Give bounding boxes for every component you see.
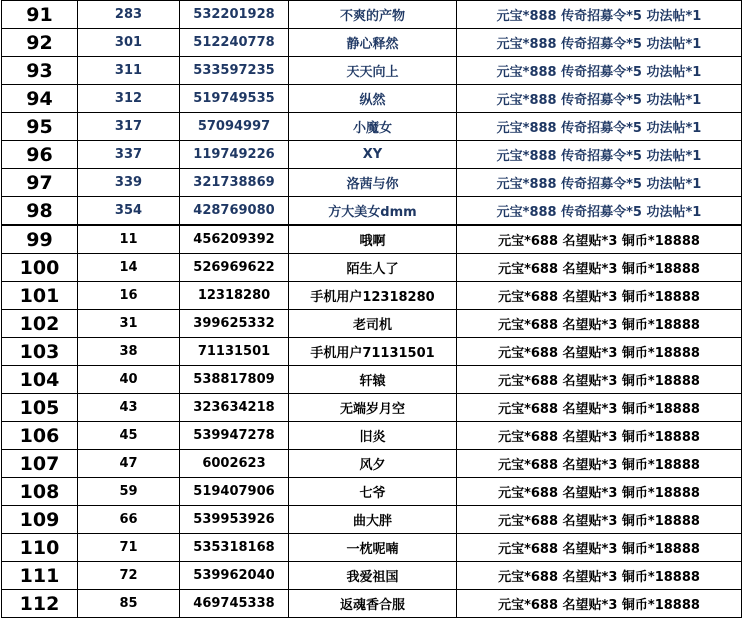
rank-cell: 95 — [2, 113, 78, 141]
number-cell: 311 — [78, 57, 180, 85]
player-name-cell: 一枕呢喃 — [289, 534, 457, 562]
table-row — [2, 1, 742, 29]
ranking-table — [1, 0, 742, 618]
player-name-cell: 手机用户71131501 — [289, 338, 457, 366]
table-row — [2, 197, 742, 226]
player-name-cell: 我爱祖国 — [289, 562, 457, 590]
rank-cell: 93 — [2, 57, 78, 85]
reward-cell: 元宝*688 名望贴*3 铜币*18888 — [457, 394, 742, 422]
table-row — [2, 225, 742, 254]
table-row — [2, 310, 742, 338]
table-row — [2, 534, 742, 562]
number-cell: 72 — [78, 562, 180, 590]
rank-cell: 92 — [2, 29, 78, 57]
reward-cell: 元宝*688 名望贴*3 铜币*18888 — [457, 450, 742, 478]
number-cell: 16 — [78, 282, 180, 310]
rank-cell: 97 — [2, 169, 78, 197]
number-cell: 337 — [78, 141, 180, 169]
reward-cell: 元宝*688 名望贴*3 铜币*18888 — [457, 478, 742, 506]
player-name-cell: 方大美女dmm — [289, 197, 457, 226]
table-row — [2, 366, 742, 394]
rank-cell: 112 — [2, 590, 78, 618]
reward-cell: 元宝*688 名望贴*3 铜币*18888 — [457, 254, 742, 282]
rank-cell: 110 — [2, 534, 78, 562]
reward-cell: 元宝*688 名望贴*3 铜币*18888 — [457, 366, 742, 394]
reward-cell: 元宝*888 传奇招募令*5 功法帖*1 — [457, 113, 742, 141]
table-row — [2, 422, 742, 450]
rank-cell: 94 — [2, 85, 78, 113]
player-name-cell: 天天向上 — [289, 57, 457, 85]
rank-cell: 99 — [2, 225, 78, 254]
reward-cell: 元宝*888 传奇招募令*5 功法帖*1 — [457, 29, 742, 57]
reward-cell: 元宝*888 传奇招募令*5 功法帖*1 — [457, 141, 742, 169]
table-row — [2, 562, 742, 590]
user-id-cell: 533597235 — [180, 57, 289, 85]
user-id-cell: 456209392 — [180, 225, 289, 254]
user-id-cell: 532201928 — [180, 1, 289, 29]
reward-cell: 元宝*688 名望贴*3 铜币*18888 — [457, 590, 742, 618]
reward-cell: 元宝*888 传奇招募令*5 功法帖*1 — [457, 197, 742, 226]
reward-cell: 元宝*888 传奇招募令*5 功法帖*1 — [457, 85, 742, 113]
reward-cell: 元宝*888 传奇招募令*5 功法帖*1 — [457, 169, 742, 197]
user-id-cell: 526969622 — [180, 254, 289, 282]
number-cell: 85 — [78, 590, 180, 618]
user-id-cell: 469745338 — [180, 590, 289, 618]
number-cell: 47 — [78, 450, 180, 478]
rank-cell: 98 — [2, 197, 78, 226]
reward-cell: 元宝*688 名望贴*3 铜币*18888 — [457, 506, 742, 534]
number-cell: 283 — [78, 1, 180, 29]
rank-cell: 109 — [2, 506, 78, 534]
player-name-cell: XY — [289, 141, 457, 169]
user-id-cell: 512240778 — [180, 29, 289, 57]
number-cell: 43 — [78, 394, 180, 422]
table-body — [2, 1, 742, 618]
player-name-cell: 陌生人了 — [289, 254, 457, 282]
reward-cell: 元宝*688 名望贴*3 铜币*18888 — [457, 534, 742, 562]
player-name-cell: 洛茜与你 — [289, 169, 457, 197]
rank-cell: 101 — [2, 282, 78, 310]
table-row — [2, 506, 742, 534]
player-name-cell: 老司机 — [289, 310, 457, 338]
player-name-cell: 纵然 — [289, 85, 457, 113]
user-id-cell: 428769080 — [180, 197, 289, 226]
rank-cell: 106 — [2, 422, 78, 450]
table-row — [2, 254, 742, 282]
number-cell: 31 — [78, 310, 180, 338]
table-row — [2, 85, 742, 113]
number-cell: 59 — [78, 478, 180, 506]
number-cell: 45 — [78, 422, 180, 450]
number-cell: 312 — [78, 85, 180, 113]
player-name-cell: 哦啊 — [289, 225, 457, 254]
table-row — [2, 450, 742, 478]
user-id-cell: 119749226 — [180, 141, 289, 169]
number-cell: 317 — [78, 113, 180, 141]
player-name-cell: 手机用户12318280 — [289, 282, 457, 310]
number-cell: 354 — [78, 197, 180, 226]
user-id-cell: 57094997 — [180, 113, 289, 141]
table-row — [2, 590, 742, 618]
player-name-cell: 返魂香合服 — [289, 590, 457, 618]
user-id-cell: 6002623 — [180, 450, 289, 478]
player-name-cell: 旧炎 — [289, 422, 457, 450]
user-id-cell: 71131501 — [180, 338, 289, 366]
number-cell: 339 — [78, 169, 180, 197]
reward-cell: 元宝*688 名望贴*3 铜币*18888 — [457, 310, 742, 338]
user-id-cell: 519749535 — [180, 85, 289, 113]
rank-cell: 107 — [2, 450, 78, 478]
user-id-cell: 519407906 — [180, 478, 289, 506]
table-row — [2, 141, 742, 169]
number-cell: 71 — [78, 534, 180, 562]
player-name-cell: 静心释然 — [289, 29, 457, 57]
reward-cell: 元宝*688 名望贴*3 铜币*18888 — [457, 282, 742, 310]
player-name-cell: 小魔女 — [289, 113, 457, 141]
rank-cell: 91 — [2, 1, 78, 29]
rank-cell: 111 — [2, 562, 78, 590]
player-name-cell: 轩辕 — [289, 366, 457, 394]
number-cell: 301 — [78, 29, 180, 57]
reward-cell: 元宝*688 名望贴*3 铜币*18888 — [457, 225, 742, 254]
reward-cell: 元宝*688 名望贴*3 铜币*18888 — [457, 422, 742, 450]
user-id-cell: 538817809 — [180, 366, 289, 394]
user-id-cell: 321738869 — [180, 169, 289, 197]
rank-cell: 108 — [2, 478, 78, 506]
reward-cell: 元宝*888 传奇招募令*5 功法帖*1 — [457, 1, 742, 29]
rank-cell: 103 — [2, 338, 78, 366]
player-name-cell: 无端岁月空 — [289, 394, 457, 422]
player-name-cell: 七爷 — [289, 478, 457, 506]
reward-cell: 元宝*888 传奇招募令*5 功法帖*1 — [457, 57, 742, 85]
table-row — [2, 57, 742, 85]
rank-cell: 102 — [2, 310, 78, 338]
table-row — [2, 478, 742, 506]
reward-cell: 元宝*688 名望贴*3 铜币*18888 — [457, 338, 742, 366]
table-row — [2, 282, 742, 310]
player-name-cell: 曲大胖 — [289, 506, 457, 534]
table-row — [2, 394, 742, 422]
number-cell: 40 — [78, 366, 180, 394]
table-row — [2, 338, 742, 366]
table-row — [2, 169, 742, 197]
rank-cell: 104 — [2, 366, 78, 394]
table-row — [2, 113, 742, 141]
player-name-cell: 不爽的产物 — [289, 1, 457, 29]
user-id-cell: 539953926 — [180, 506, 289, 534]
user-id-cell: 535318168 — [180, 534, 289, 562]
rank-cell: 96 — [2, 141, 78, 169]
number-cell: 66 — [78, 506, 180, 534]
user-id-cell: 539962040 — [180, 562, 289, 590]
number-cell: 14 — [78, 254, 180, 282]
user-id-cell: 12318280 — [180, 282, 289, 310]
table-row — [2, 29, 742, 57]
number-cell: 11 — [78, 225, 180, 254]
user-id-cell: 399625332 — [180, 310, 289, 338]
player-name-cell: 风夕 — [289, 450, 457, 478]
number-cell: 38 — [78, 338, 180, 366]
user-id-cell: 323634218 — [180, 394, 289, 422]
rank-cell: 100 — [2, 254, 78, 282]
reward-cell: 元宝*688 名望贴*3 铜币*18888 — [457, 562, 742, 590]
user-id-cell: 539947278 — [180, 422, 289, 450]
rank-cell: 105 — [2, 394, 78, 422]
